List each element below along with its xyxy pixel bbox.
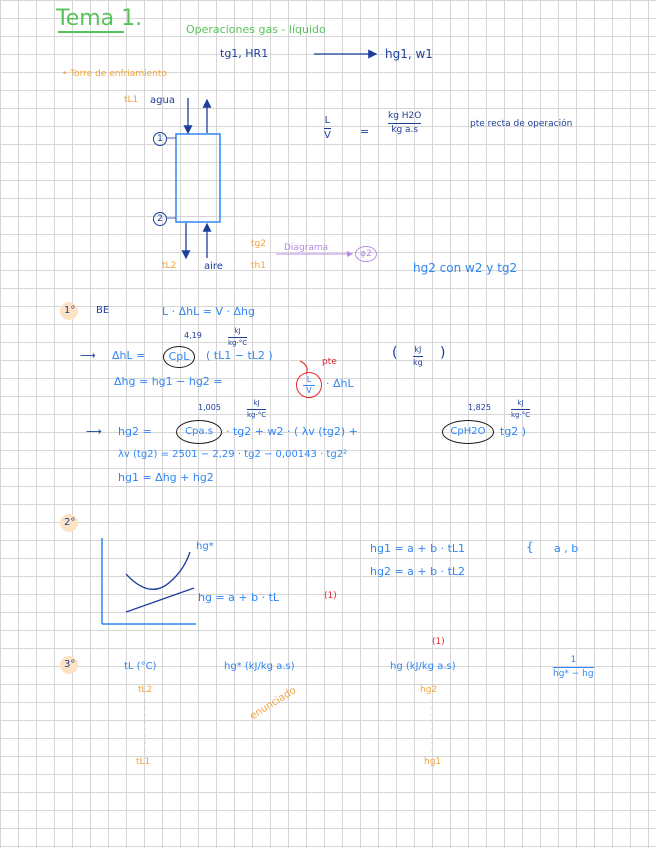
diagrama-label: Diagrama bbox=[284, 243, 329, 253]
cpas-circled: Cpa.s bbox=[176, 420, 222, 444]
enunciado-note: enunciado bbox=[248, 685, 299, 722]
table-header-tl: tL (°C) bbox=[124, 661, 157, 672]
step-2-number: 2° bbox=[64, 517, 76, 528]
slope-note: pte recta de operación bbox=[470, 119, 573, 129]
table-hg1: hg1 bbox=[424, 757, 442, 767]
lambda-equation: λv (tg2) = 2501 − 2,29 · tg2 − 0,00143 · tg2² bbox=[118, 449, 348, 460]
unknowns: a , b bbox=[554, 542, 579, 555]
hg-star-curve-label: hg* bbox=[196, 541, 214, 552]
cph2o-value: 1,825 bbox=[468, 403, 491, 412]
table-hg2: hg2 bbox=[420, 685, 438, 695]
cpl-value: 4,19 bbox=[184, 331, 202, 340]
table-header-hg-star: hg* (kJ/kg a.s) bbox=[224, 661, 295, 672]
energy-units: kJ kg bbox=[413, 345, 423, 367]
dhl-lhs: ΔhL = bbox=[112, 349, 146, 362]
unit-paren-open: ( bbox=[392, 345, 398, 361]
step-1-number: 1° bbox=[64, 305, 76, 316]
label-aire: aire bbox=[204, 261, 223, 272]
cph2o-circled: CpH2O bbox=[442, 420, 494, 444]
units-fraction: kg H2O kg a.s bbox=[388, 111, 422, 135]
system-brace: { bbox=[526, 540, 534, 554]
hg2-condition: hg2 con w2 y tg2 bbox=[413, 261, 518, 275]
label-agua: agua bbox=[150, 95, 175, 106]
arrow-1: ⟶ bbox=[80, 349, 96, 362]
l-over-v-fraction: L V bbox=[324, 115, 331, 141]
cpl-units: kJ kg·°C bbox=[228, 327, 248, 347]
step-1-label: BE bbox=[96, 305, 110, 316]
hg2-end: tg2 ) bbox=[500, 425, 527, 438]
label-tl2: tL2 bbox=[162, 261, 177, 271]
topic-title: Tema 1. bbox=[56, 6, 143, 31]
table-tl1: tL1 bbox=[136, 757, 151, 767]
l-over-v-circled: L V bbox=[296, 372, 322, 398]
psi2-circle: φ2 bbox=[355, 246, 377, 262]
dhg-line: Δhg = hg1 − hg2 = bbox=[114, 375, 223, 388]
table-header-hg: hg (kJ/kg a.s) bbox=[390, 661, 456, 672]
energy-balance: L · ΔhL = V · Δhg bbox=[162, 305, 255, 318]
dhl-tail: · ΔhL bbox=[326, 377, 354, 390]
cpl-circled: CpL bbox=[163, 346, 195, 368]
arrow-2: ⟶ bbox=[86, 425, 102, 438]
label-th1: th1 bbox=[251, 261, 266, 271]
cpas-value: 1,005 bbox=[198, 403, 221, 412]
operating-line-ref: (1) bbox=[324, 591, 337, 601]
equilibrium-curve bbox=[126, 552, 190, 589]
system-eq-1: hg1 = a + b · tL1 bbox=[370, 542, 466, 555]
pte-pointer bbox=[300, 361, 307, 374]
label-tl1: tL1 bbox=[124, 95, 139, 105]
hg1-equation: hg1 = Δhg + hg2 bbox=[118, 471, 214, 484]
equals-sign: = bbox=[360, 125, 370, 138]
topic-subtitle: Operaciones gas - líquido bbox=[186, 23, 326, 36]
cph2o-units: kJ kg·°C bbox=[511, 399, 531, 419]
hg2-middle: · tg2 + w2 · ( λv (tg2) + bbox=[226, 425, 358, 438]
label-tg2: tg2 bbox=[251, 239, 266, 249]
step-3-number: 3° bbox=[64, 659, 76, 670]
cpas-units: kJ kg·°C bbox=[247, 399, 267, 419]
system-eq-2: hg2 = a + b · tL2 bbox=[370, 565, 466, 578]
operating-line bbox=[126, 588, 194, 612]
inlet-conditions: tg1, HR1 bbox=[220, 47, 269, 60]
integrand-fraction: 1 hg* − hg bbox=[553, 655, 594, 679]
hg2-lhs: hg2 = bbox=[118, 425, 152, 438]
tower-box bbox=[176, 134, 220, 222]
dhl-rhs: ( tL1 − tL2 ) bbox=[206, 349, 273, 362]
point-1-marker: 1 bbox=[153, 132, 167, 146]
unit-paren-close: ) bbox=[440, 345, 446, 361]
outlet-conditions: hg1, w1 bbox=[385, 47, 433, 61]
section-heading-torre: • Torre de enfriamiento bbox=[62, 69, 167, 79]
operating-line-equation: hg = a + b · tL bbox=[198, 591, 280, 604]
step-3-ref: (1) bbox=[432, 637, 445, 647]
pte-annotation: pte bbox=[322, 357, 337, 367]
point-2-marker: 2 bbox=[153, 212, 167, 226]
table-tl2: tL2 bbox=[138, 685, 153, 695]
